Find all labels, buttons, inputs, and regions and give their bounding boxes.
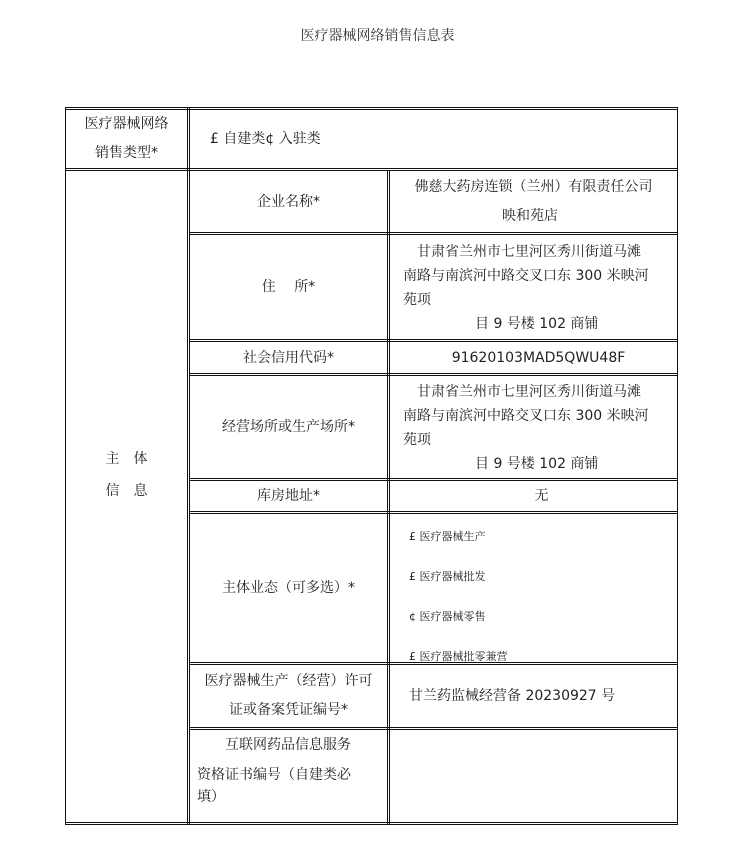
license-label: 医疗器械生产（经营）许可 证或备案凭证编号* (204, 673, 373, 718)
business-place-value: 甘肃省兰州市七里河区秀川街道马滩 南路与南滨河中路交叉口东 300 米映河 苑项 目 9 号楼 102 商铺 (403, 384, 649, 472)
internet-cert-value (390, 730, 677, 822)
document-title: 医疗器械网络销售信息表 (300, 28, 455, 44)
residence-label: 住 所* (261, 279, 316, 295)
subject-info-group-label: 主 体 信 息 (105, 451, 148, 499)
company-name-label: 企业名称* (257, 193, 320, 210)
warehouse-label: 库房地址* (257, 488, 320, 504)
credit-code-value: 91620103MAD5QWU48F (451, 349, 626, 366)
option-wholesale-retail: £ 医疗器械批零兼营 (409, 650, 508, 663)
internet-cert-label: 互联网药品信息服务 资格证书编号（自建类必 填） (197, 737, 351, 805)
license-value: 甘兰药监械经营备 20230927 号 (409, 688, 616, 704)
warehouse-value: 无 (534, 488, 549, 504)
sales-type-options: £ 自建类¢ 入驻类 (210, 131, 321, 147)
residence-value: 甘肃省兰州市七里河区秀川街道马滩 南路与南滨河中路交叉口东 300 米映河 苑项 目 9 号楼 102 商铺 (403, 244, 649, 332)
business-mode-label: 主体业态（可多选）* (222, 580, 355, 596)
sales-type-label: 医疗器械网络 销售类型* (84, 116, 169, 161)
option-retail: ¢ 医疗器械零售 (409, 610, 486, 623)
business-place-label: 经营场所或生产场所* (222, 419, 355, 435)
option-wholesale: £ 医疗器械批发 (409, 570, 486, 583)
company-name-value: 佛慈大药房连锁（兰州）有限责任公司 映和苑店 (414, 178, 653, 224)
option-production: £ 医疗器械生产 (409, 530, 486, 543)
credit-code-label: 社会信用代码* (243, 349, 334, 366)
business-mode-options (409, 514, 669, 662)
